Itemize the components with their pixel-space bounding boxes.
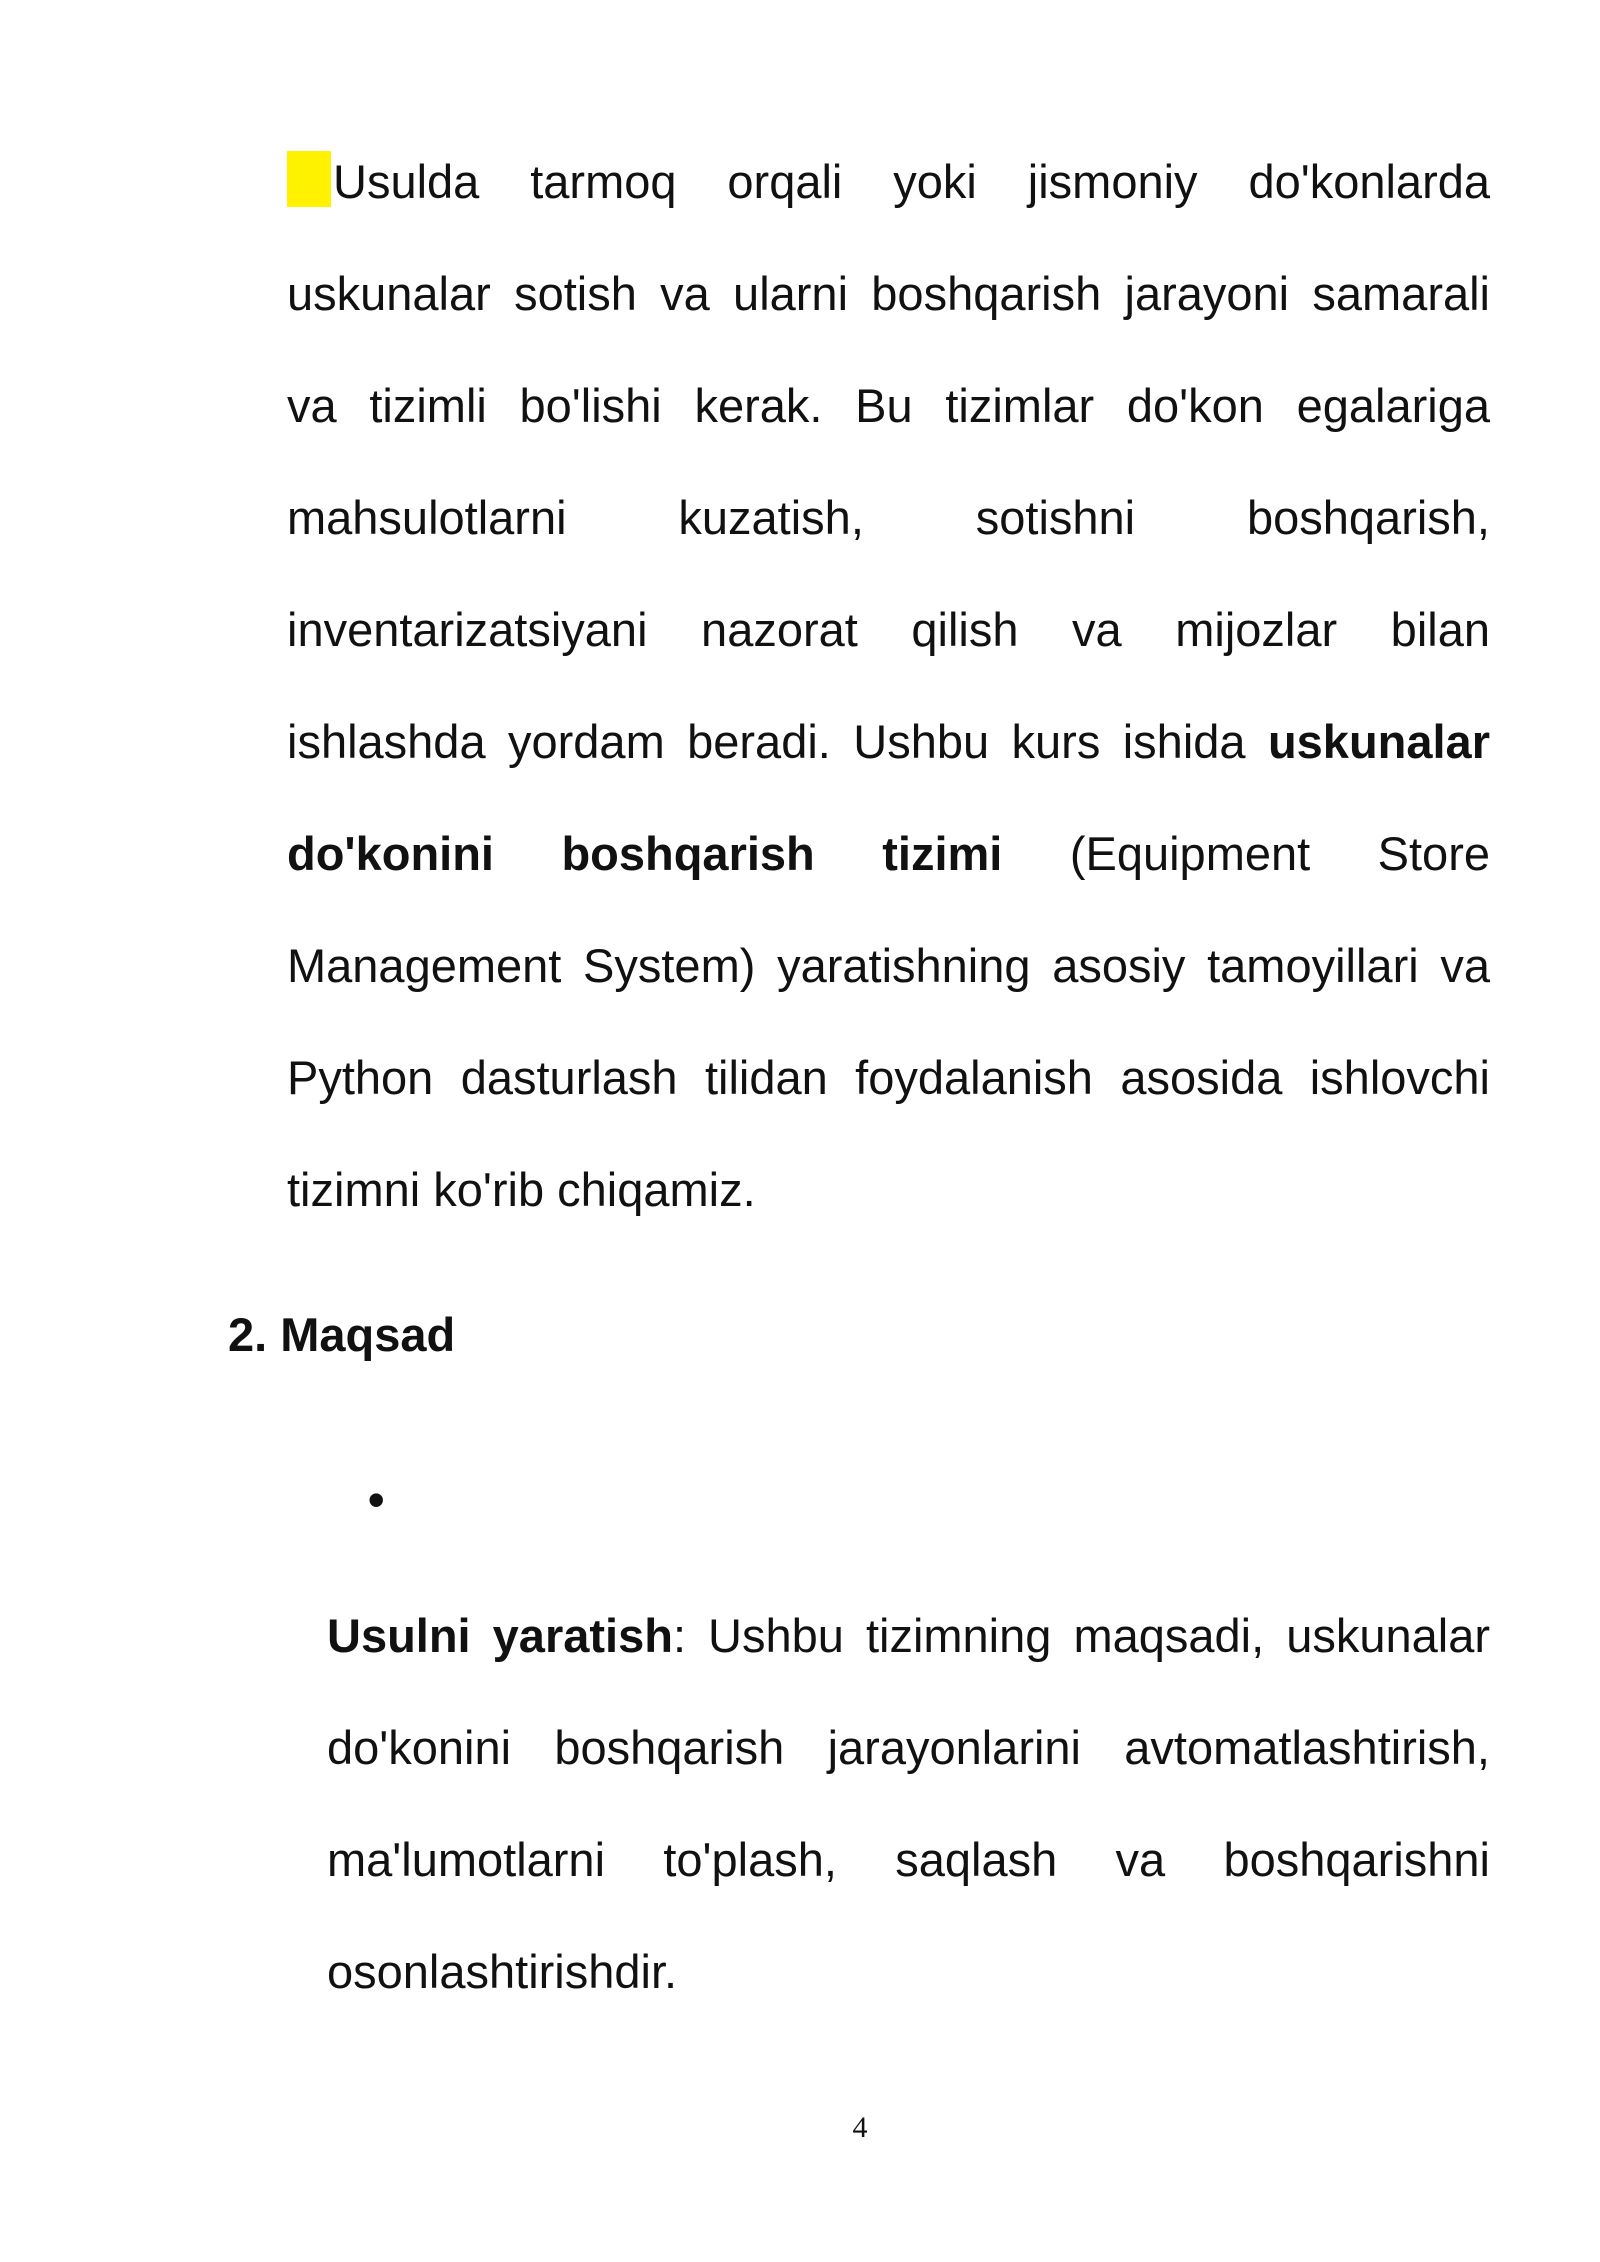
section-heading: 2. Maqsad xyxy=(228,1308,456,1361)
intro-text-end: (Equipment Store Management System) yaratishning asosiy tamoyillari va Python dasturlash tilidan foydalanish asosida ishlovchi tizimni ko'rib chiqamiz. xyxy=(287,827,1490,1216)
highlight-marker xyxy=(287,151,331,207)
intro-paragraph xyxy=(287,126,1490,1246)
goal-text: : Ushbu tizimning maqsadi, uskunalar do'konini boshqarish jarayonlarini avtomatlashtirish, ma'lumotlarni to'plash, saqlash va boshqarishni osonlashtirishdir. xyxy=(327,1609,1490,1998)
list-bullet: • xyxy=(368,1473,385,1526)
goal-bold-term: Usulni yaratish xyxy=(327,1609,673,1662)
page-number: 4 xyxy=(852,2111,868,2144)
intro-text-start: Usulda tarmoq orqali yoki jismoniy do'konlarda uskunalar sotish va ularni boshqarish jarayoni samarali va tizimli bo'lishi kerak. Bu tizimlar do'kon egalariga mahsulotlarni kuzatish, sotishni boshqarish, inventarizatsiyani nazorat qilish va mijozlar bilan ishlashda yordam beradi. Ushbu kurs ishida xyxy=(287,155,1490,768)
goal-paragraph xyxy=(327,1580,1490,2028)
intro-bold-term: uskunalar do'konini boshqarish tizimi xyxy=(287,715,1490,880)
